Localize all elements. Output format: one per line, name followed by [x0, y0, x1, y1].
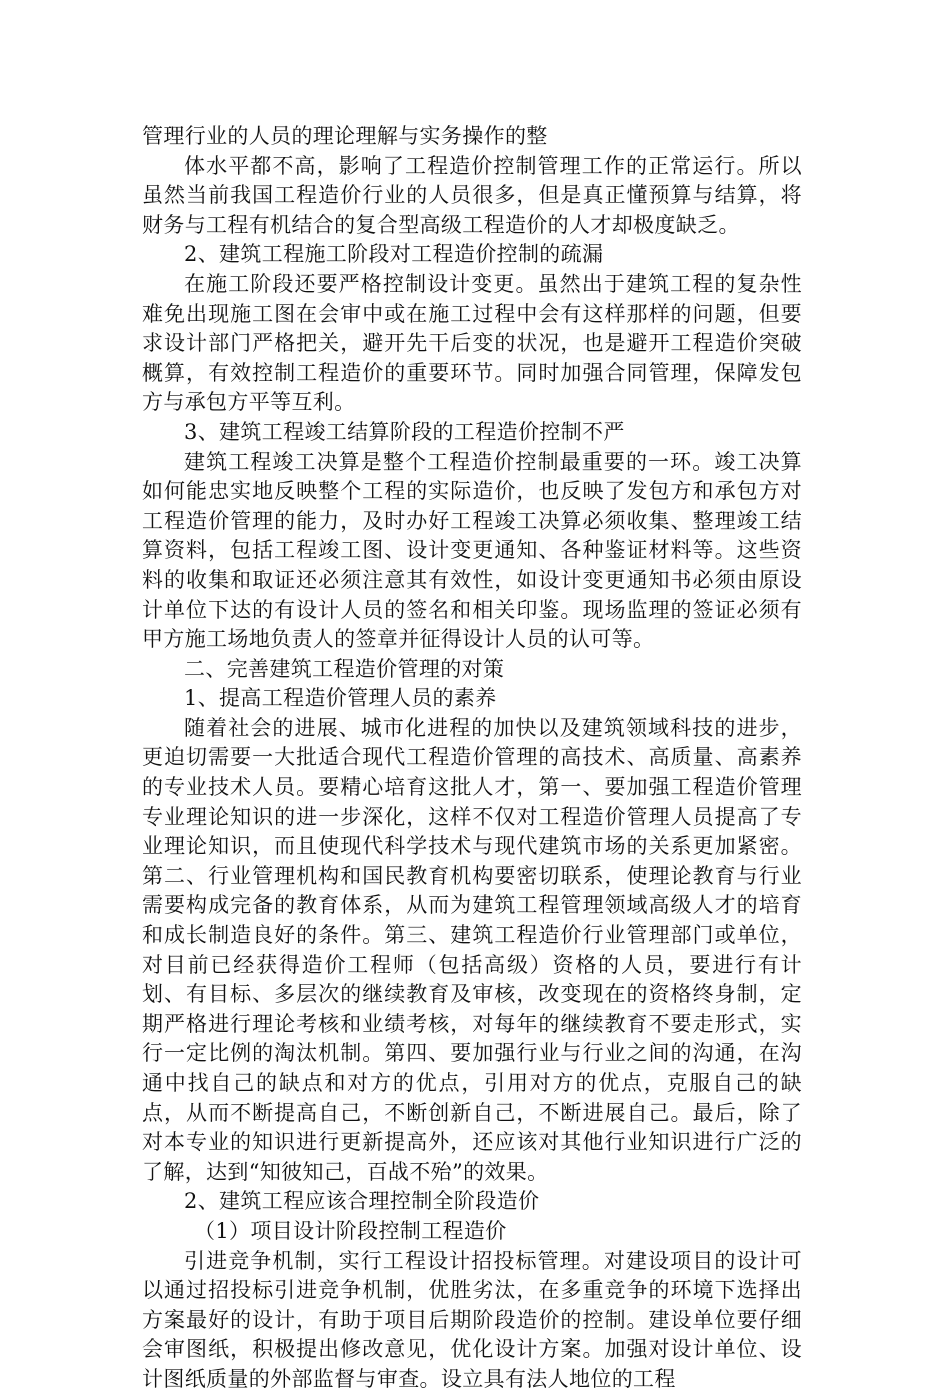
- section-heading: 2、建筑工程施工阶段对工程造价控制的疏漏: [184, 242, 604, 267]
- paragraph: 在施工阶段还要严格控制设计变更。虽然出于建筑工程的复杂性难免出现施工图在会审中或在施工过程中会有这样那样的问题，但要求设计部门严格把关，避开先干后变的状况，也是避开工程造价突破概算，有效控制工程造价的重要环节。同时加强合同管理，保障发包方与承包方平等互利。: [142, 271, 802, 415]
- document-body: [142, 122, 802, 1395]
- paragraph: 随着社会的进展、城市化进程的加快以及建筑领域科技的进步，更迫切需要一大批适合现代工程造价管理的高技术、高质量、高素养的专业技术人员。要精心培育这批人才，第一、要加强工程造价管理专业理论知识的进一步深化，这样不仅对工程造价管理人员提高了专业理论知识，而且使现代科学技术与现代建筑市场的关系更加紧密。第二、行业管理机构和国民教育机构要密切联系，使理论教育与行业需要构成完备的教育体系，从而为建筑工程管理领域高级人才的培育和成长制造良好的条件。第三、建筑工程造价行业管理部门或单位，对目前已经获得造价工程师（包括高级）资格的人员，要进行有计划、有目标、多层次的继续教育及审核，改变现在的资格终身制，定期严格进行理论考核和业绩考核，对每年的继续教育不要走形式，实行一定比例的淘汰机制。第四、要加强行业与行业之间的沟通，在沟通中找自己的缺点和对方的优点，引用对方的优点，克服自己的缺点，从而不断提高自己，不断创新自己，不断进展自己。最后，除了对本专业的知识进行更新提高外，还应该对其他行业知识进行广泛的了解，达到“知彼知己，百战不殆”的效果。: [142, 715, 802, 1184]
- section-heading: 二、完善建筑工程造价管理的对策: [184, 656, 505, 681]
- paragraph: 建筑工程竣工决算是整个工程造价控制最重要的一环。竣工决算如何能忠实地反映整个工程的实际造价，也反映了发包方和承包方对工程造价管理的能力，及时办好工程竣工决算必须收集、整理竣工结算资料，包括工程竣工图、设计变更通知、各种鉴证材料等。这些资料的收集和取证还必须注意其有效性，如设计变更通知书必须由原设计单位下达的有设计人员的签名和相关印鉴。现场监理的签证必须有甲方施工场地负责人的签章并征得设计人员的认可等。: [142, 449, 802, 652]
- subsection-heading: 1、提高工程造价管理人员的素养: [184, 686, 497, 711]
- paragraph: 引进竞争机制，实行工程设计招投标管理。对建设项目的设计可以通过招投标引进竞争机制，优胜劣汰，在多重竞争的环境下选择出方案最好的设计，有助于项目后期阶段造价的控制。建设单位要仔细会审图纸，积极提出修改意见，优化设计方案。加强对设计单位、设计图纸质量的外部监督与审查。设立具有法人地位的工程: [142, 1248, 802, 1391]
- subsection-heading: （1）项目设计阶段控制工程造价: [194, 1218, 507, 1243]
- paragraph: 管理行业的人员的理论理解与实务操作的整: [142, 124, 548, 148]
- section-heading: 3、建筑工程竣工结算阶段的工程造价控制不严: [184, 419, 625, 444]
- subsection-heading: 2、建筑工程应该合理控制全阶段造价: [184, 1189, 540, 1214]
- paragraph: 体水平都不高，影响了工程造价控制管理工作的正常运行。所以虽然当前我国工程造价行业的人员很多，但是真正懂预算与结算，将财务与工程有机结合的复合型高级工程造价的人才却极度缺乏。: [142, 153, 802, 237]
